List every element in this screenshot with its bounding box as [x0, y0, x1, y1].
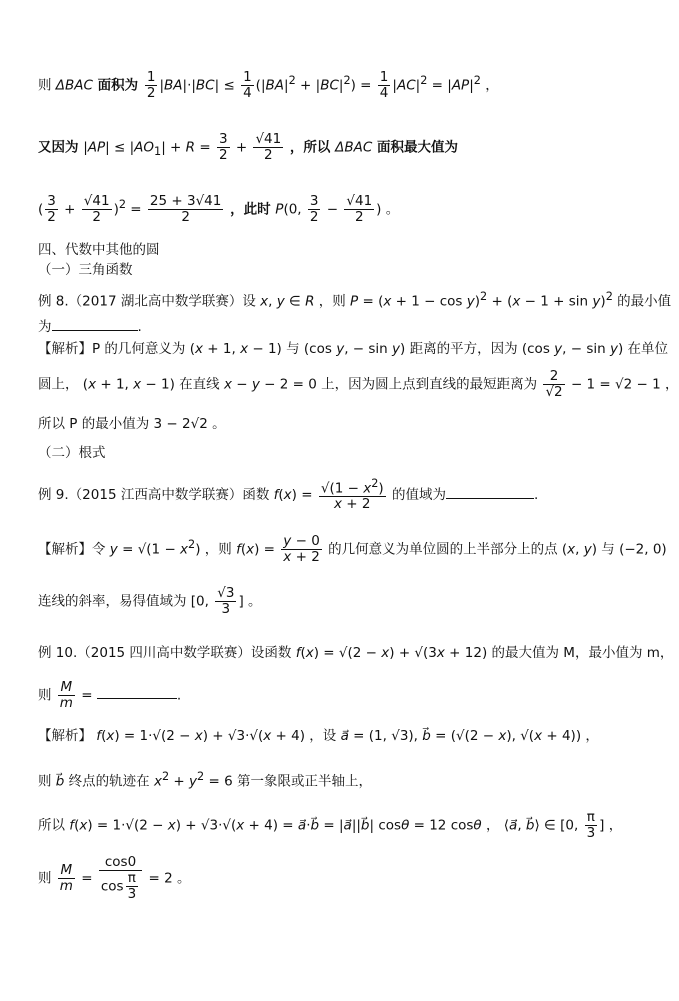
example-8: 例 8.（2017 湖北高中数学联赛）设 x, y ∈ R ，则 $P = (x + 1 - \cos y)^2 + (x - 1 + \sin y)^2$ 的最小值: [38, 290, 672, 310]
solution-10-line-1: 【解析】 f(x) = 1·√(2 − x) + √3·√(x + 4) ，设 a⃗ = (1, √3), b⃗ = (√(2 − x), √(x + 4)) ，: [38, 728, 599, 744]
solution-10-line-3: 所以 f(x) = 1·√(2 − x) + √3·√(x + 4) = a⃗·b⃗ = |a⃗||b⃗| cosθ = 12 cosθ ， ⟨a⃗, b⃗⟩ ∈ [0, $\frac{\pi}{3}$ ] ，: [38, 809, 623, 841]
solution-10-line-2: 则 b⃗ 终点的轨迹在 $x^2 + y^2 = 6$ 第一象限或正半轴上，: [38, 770, 372, 790]
answer-blank-10[interactable]: [97, 686, 177, 699]
answer-blank[interactable]: [52, 318, 138, 331]
text-line-2: 又因为 $|AP| \le |AO_1| + R$ = $\frac{3}{2}$ + $\frac{√41}{2}$ ，所以 ΔBAC 面积最大值为: [38, 131, 459, 163]
example-8-answer-line: 为 .: [38, 319, 142, 335]
text-line-1: 则 ΔBAC 面积为 $\frac{1}{2}$ |BA|·|BC| ≤ $\frac{1}{4}$ $(|BA|^2 + |BC|^2)$ = $\frac{1}{4}$ $|AC|^2 = |AP|^2$ ，: [38, 69, 499, 101]
section-heading-4: 四、代数中其他的圆: [38, 242, 160, 258]
example-9: 例 9.（2015 江西高中数学联赛）函数 f(x) = $\frac{√(1 - x^2)}{x + 2}$ 的值域为 .: [38, 477, 539, 513]
solution-10-line-4: 则 $\frac{M}{m}$ = cos0 cos $\frac{\pi}{3}$ = 2 。: [38, 854, 191, 902]
answer-blank-9[interactable]: [446, 486, 534, 499]
solution-8-line-1: 【解析】P 的几何意义为 (x + 1, x − 1) 与 (cos y, − sin y) 距离的平方，因为 (cos y, − sin y) 在单位: [38, 341, 669, 357]
solution-8-line-2: 圆上， (x + 1, x − 1) 在直线 x − y − 2 = 0 上，因为圆上点到直线的最短距离为 $\frac{2}{√2}$ − 1 = √2 − 1 ，: [38, 368, 679, 400]
subsection-heading-1: （一）三角函数: [38, 262, 133, 278]
example-10: 例 10.（2015 四川高中数学联赛）设函数 f(x) = √(2 − x) + √(3x + 12) 的最大值为 M，最小值为 m，: [38, 645, 674, 661]
text-line-3: ( $\frac{3}{2}$ + $\frac{√41}{2}$ )$^2$ = $\frac{25 + 3√41}{2}$ ，此时 P(0, $\frac{3}{2}$ − $\frac{√41}{2}$ ) 。: [38, 193, 400, 225]
subsection-heading-2: （二）根式: [38, 445, 106, 461]
example-10-answer-line: 则 $\frac{M}{m}$ = .: [38, 679, 182, 711]
line-1-prefix: 则: [38, 77, 56, 94]
solution-8-line-3: 所以 P 的最小值为 3 − 2√2 。: [38, 416, 226, 432]
solution-9-line-2: 连线的斜率，易得值域为 [0, $\frac{√3}{3}$ ] 。: [38, 585, 262, 617]
solution-9-line-1: 【解析】令 $y = √(1 - x^2)$ ，则 f(x) = $\frac{y - 0}{x + 2}$ 的几何意义为单位圆的上半部分上的点 (x, y) 与 (−2, 0): [38, 533, 667, 565]
